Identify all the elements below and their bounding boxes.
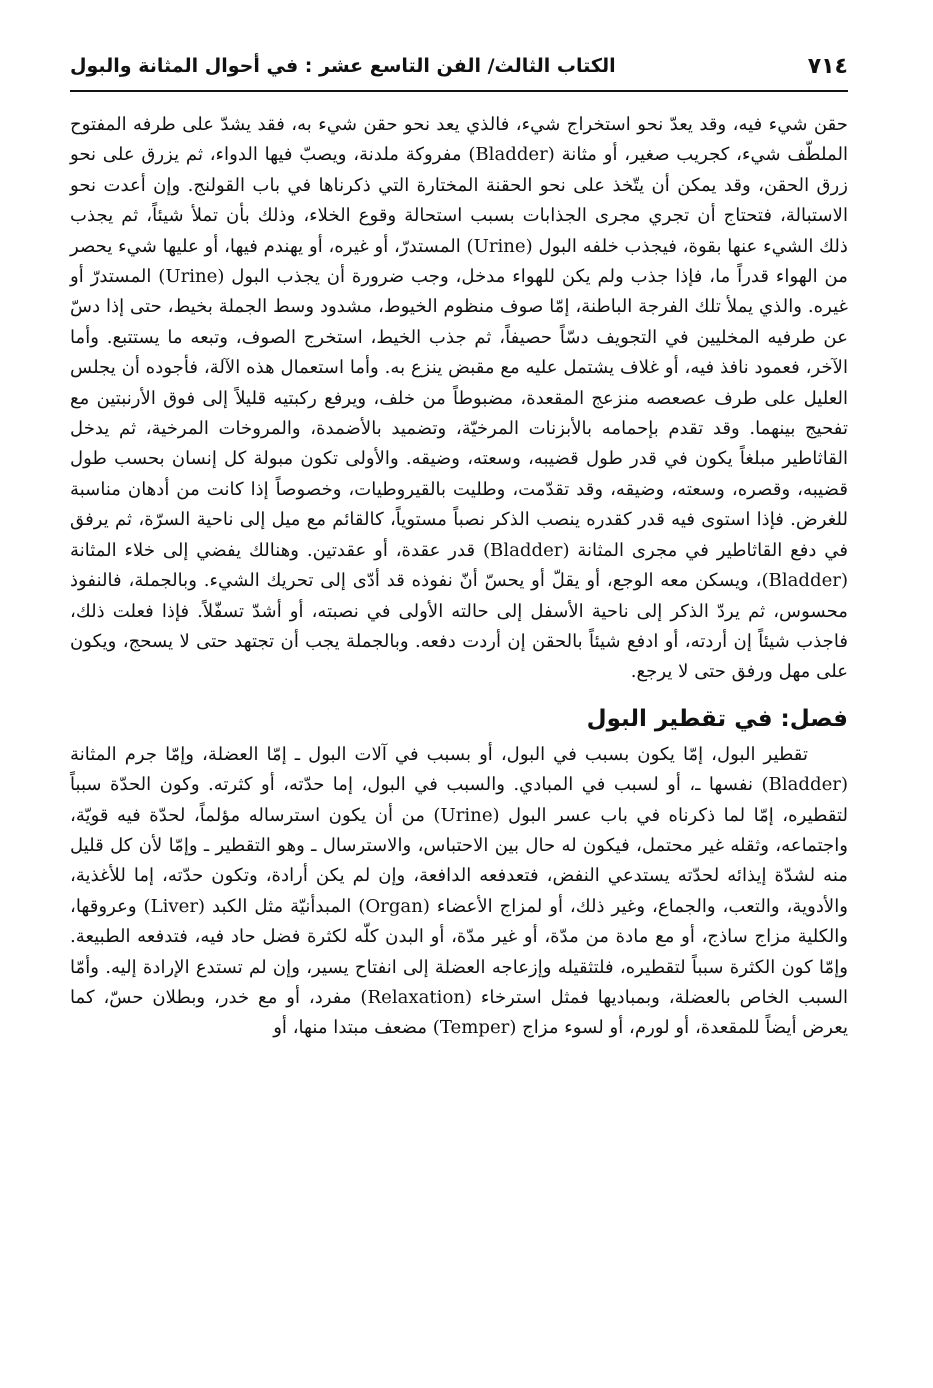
paragraph: حقن شيء فيه، وقد يعدّ نحو استخراج شيء، فالذي يعد نحو حقن شيء به، فقد يشدّ على طرفه المفتوح الملطّف شيء، كجريب صغير، أو مثانة (Bladder) مفروكة ملدنة، ويصبّ فيها الدواء، ثم يزرق على نحو زرق الحقن، وقد يمكن أن يتّخذ على نحو الحقنة المختارة التي ذكرناها في باب القولنج. وإن أعدت نحو الاستبالة، فتحتاج أن تجري مجرى الجذابات بسبب استحالة وقوع الخلاء، وذلك بأن تملأ شيئاً، ثم يجذب ذلك الشيء عنها بقوة، فيجذب خلفه البول (Urine) المستدرّ، أو غيره، أو يهندم فيها، أو عليها شيء يحصر من الهواء قدراً ما، فإذا جذب ولم يكن للهواء مدخل، وجب ضرورة أن يجذب البول (Urine) المستدرّ أو غيره. والذي يملأ تلك الفرجة الباطنة، إمّا صوف منظوم الخيوط، مشدود وسط الجملة بخيط، حتى إذا دسّ عن طرفيه المخليين في التجويف دسّاً حصيفاً، ثم جذب الخيط، استخرج الصوف، وتبعه ما يستتبع. وأما الآخر، فعمود نافذ فيه، أو غلاف يشتمل عليه مع مقبض ينزع به. وأما استعمال هذه الآلة، فأجوده أن يجلس العليل على طرف عصعصه منزعج المقعدة، مضبوطاً من خلف، ويرفع ركبتيه قليلاً إلى فوق الأرنبتين مع تفحيج بينهما. وقد تقدم بإحمامه بالأبزنات المرخيّة، وتضميد بالأضمدة، والمروخات المرخية، ثم يدخل القاثاطير مبلغاً يكون في قدر طول قضيبه، وسعته، وضيقه. والأولى تكون مبولة كل إنسان بحسب طول قضيبه، وقصره، وسعته، وضيقه، وقد تقدّمت، وطليت بالقيروطيات، وخصوصاً إذا كانت من أدهان مناسبة للغرض. فإذا استوى فيه قدر كقدره ينصب الذكر نصباً مستوياً، كالقائم مع ميل إلى ناحية السرّة، ثم يرفق في دفع القاثاطير في مجرى المثانة (Bladder) قدر عقدة، أو عقدتين. وهنالك يفضي إلى خلاء المثانة (Bladder)، ويسكن معه الوجع، أو يقلّ أو يحسّ أنّ نفوذه قد أدّى إلى تحريك الشيء. وبالجملة، فالنفوذ محسوس، ثم يردّ الذكر إلى ناحية الأسفل إلى حالته الأولى في نصبته، أو أشدّ تسفّلاً. فإذا فعلت ذلك، فاجذب شيئاً إن أردته، أو ادفع شيئاً بالحقن إن أردت دفعه. وبالجملة يجب أن تجتهد حتى لا يسحج، ويكون على مهل ورفق حتى لا يرجع. — [70, 114, 849, 683]
page-number: ٧١٤ — [807, 53, 848, 79]
header-title: الكتاب الثالث/ الفن التاسع عشر : في أحوال المثانة والبول — [70, 55, 616, 77]
section-paragraph: تقطير البول، إمّا يكون بسبب في البول، أو بسبب في آلات البول ـ إمّا العضلة، وإمّا جرم المثانة (Bladder) نفسها ـ، أو لسبب في المبادي. والسبب في البول، إما حدّته، أو كثرته. وكون الحدّة سبباً لتقطيره، إمّا لما ذكرناه في باب عسر البول (Urine) من أن يكون استرساله مؤلماً، لحدّة فيه قويّة، واجتماعه، وثقله غير محتمل، فيكون له حال بين الاحتباس، والاسترسال ـ وهو التقطير ـ وإمّا لأن كل قليل منه لشدّة إيذائه لحدّته يستدعي النفض، فتعدفعه الدافعة، وإن لم يكن أرادة، وتكون حدّته، إما للأغذية، والأدوية، والتعب، والجماع، وغير ذلك، أو لمزاج الأعضاء (Organ) المبدأنيّة مثل الكبد (Liver) وعروقها، والكلية مزاج ساذج، أو مع مادة من مدّة، أو غير مدّة، أو البدن كلّه لكثرة فضل حاد فيه، فتدفعه الطبيعة. وإمّا كون الكثرة سبباً لتقطيره، فلتثقيله وإزعاجه العضلة إلى انفتاح يسير، وإن لم تستدع الإرادة إليه. وأمّا السبب الخاص بالعضلة، وبمباديها فمثل استرخاء (Relaxation) مفرد، أو مع خدر، وبطلان حسّ، كما يعرض أيضاً للمقعدة، أو لورم، أو لسوء مزاج (Temper) مضعف مبتدا منها، أو — [70, 743, 849, 1039]
section-heading: فصل: في تقطير البول — [586, 705, 848, 732]
body-text — [70, 110, 848, 1044]
running-header — [70, 48, 848, 92]
